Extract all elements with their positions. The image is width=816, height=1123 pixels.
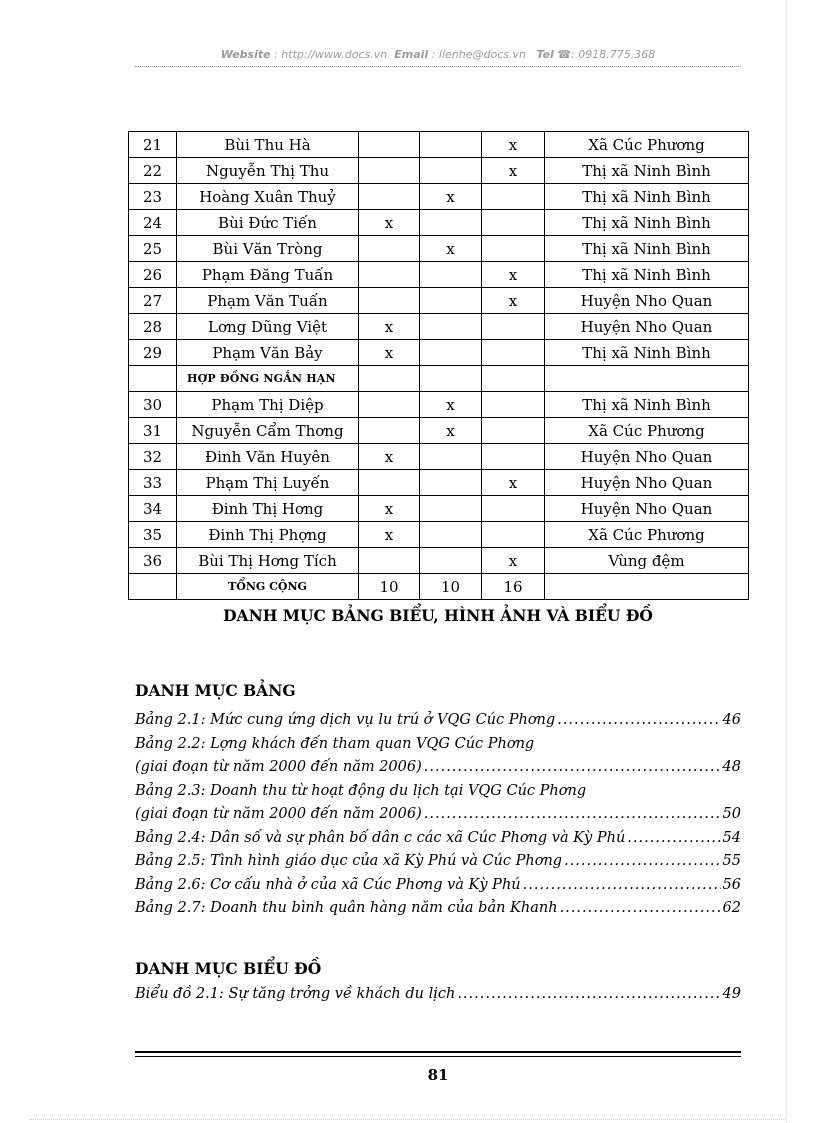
row-number: 24 <box>129 210 177 236</box>
col-a-mark <box>359 184 420 210</box>
tables-section-title: DANH MỤC BẢNG <box>135 681 296 700</box>
row-number: 25 <box>129 236 177 262</box>
toc-entry-caption: Bảng 2.3: Doanh thu từ hoạt động du lịch tại VQG Cúc Phơng <box>135 782 587 799</box>
col-b-mark <box>420 548 482 574</box>
toc-entry[interactable]: (giai đoạn từ năm 2000 đến năm 2006) ..... 48 <box>135 756 741 780</box>
col-c-mark: x <box>482 288 545 314</box>
row-number: 27 <box>129 288 177 314</box>
col-c-mark <box>482 184 545 210</box>
group-row <box>129 366 749 392</box>
col-a-mark <box>359 392 420 418</box>
row-number: 36 <box>129 548 177 574</box>
toc-entry[interactable]: Bảng 2.6: Cơ cấu nhà ở của xã Cúc Phơng và Kỳ Phú ..... 56 <box>135 874 741 898</box>
row-number: 21 <box>129 132 177 158</box>
col-a-mark <box>359 288 420 314</box>
col-c-mark <box>482 210 545 236</box>
page-edge <box>30 1119 786 1120</box>
staff-address: Thị xã Ninh Bình <box>545 392 749 418</box>
toc-entry[interactable]: Bảng 2.4: Dân số và sự phân bố dân c các xã Cúc Phơng và Kỳ Phú ..... 54 <box>135 827 741 851</box>
staff-name: Bùi Đức Tiến <box>177 210 359 236</box>
staff-address: Huyện Nho Quan <box>545 288 749 314</box>
col-a-mark <box>359 470 420 496</box>
col-b-mark: x <box>420 236 482 262</box>
staff-address: Huyện Nho Quan <box>545 444 749 470</box>
col-b-mark <box>420 132 482 158</box>
col-c-mark: x <box>482 158 545 184</box>
tel-label: Tel <box>536 48 554 61</box>
col-c-mark: x <box>482 132 545 158</box>
table-row <box>129 210 749 236</box>
table-row <box>129 158 749 184</box>
row-number: 35 <box>129 522 177 548</box>
footer-divider <box>135 1051 741 1053</box>
col-b-mark: x <box>420 392 482 418</box>
tables-list <box>135 709 741 921</box>
col-a-mark: x <box>359 210 420 236</box>
col-b-mark: x <box>420 418 482 444</box>
staff-table <box>128 131 749 600</box>
row-number: 34 <box>129 496 177 522</box>
row-number: 30 <box>129 392 177 418</box>
col-b-mark <box>420 496 482 522</box>
toc-entry[interactable]: (giai đoạn từ năm 2000 đến năm 2006) ..... 50 <box>135 803 741 827</box>
col-b-mark: x <box>420 184 482 210</box>
staff-name: Bùi Thu Hà <box>177 132 359 158</box>
staff-name: Lơng Dũng Việt <box>177 314 359 340</box>
col-b-mark <box>420 470 482 496</box>
col-b-mark <box>420 522 482 548</box>
toc-entry-caption: Bảng 2.2: Lợng khách đến tham quan VQG Cúc Phơng <box>135 735 535 752</box>
toc-entry[interactable]: Bảng 2.7: Doanh thu bình quân hàng năm của bản Khanh ..... 62 <box>135 897 741 921</box>
total-label: TỔNG CỘNG <box>177 574 359 600</box>
staff-address: Huyện Nho Quan <box>545 496 749 522</box>
col-b-mark <box>420 288 482 314</box>
col-c-mark <box>482 314 545 340</box>
table-row <box>129 496 749 522</box>
col-b-mark <box>420 340 482 366</box>
col-c-mark <box>482 496 545 522</box>
staff-address: Thị xã Ninh Bình <box>545 236 749 262</box>
header-divider <box>135 66 741 67</box>
col-c-mark <box>482 522 545 548</box>
col-a-mark <box>359 236 420 262</box>
email-value: : lienhe@docs.vn <box>431 48 526 61</box>
staff-name: Phạm Đăng Tuấn <box>177 262 359 288</box>
row-number: 22 <box>129 158 177 184</box>
table-row <box>129 236 749 262</box>
page-header <box>135 48 741 61</box>
col-b-mark <box>420 158 482 184</box>
col-b-mark <box>420 262 482 288</box>
table-row <box>129 262 749 288</box>
col-c-mark: x <box>482 262 545 288</box>
toc-entry[interactable]: Biểu đồ 2.1: Sự tăng trởng về khách du lịch ..... 49 <box>135 983 741 1007</box>
website-value: : http://www.docs.vn <box>274 48 388 61</box>
tel-value: ☎: 0918.775.368 <box>557 48 656 61</box>
total-a: 10 <box>359 574 420 600</box>
staff-address: Huyện Nho Quan <box>545 470 749 496</box>
col-a-mark: x <box>359 314 420 340</box>
table-row <box>129 392 749 418</box>
staff-name: Phạm Văn Bảy <box>177 340 359 366</box>
col-a-mark: x <box>359 496 420 522</box>
group-label: HỢP ĐỒNG NGẮN HẠN <box>177 366 359 392</box>
col-a-mark <box>359 418 420 444</box>
row-number: 33 <box>129 470 177 496</box>
staff-address: Xã Cúc Phương <box>545 132 749 158</box>
staff-name: Đinh Thị Hơng <box>177 496 359 522</box>
staff-address: Xã Cúc Phương <box>545 522 749 548</box>
col-b-mark <box>420 314 482 340</box>
staff-name: Phạm Thị Luyến <box>177 470 359 496</box>
table-row <box>129 522 749 548</box>
staff-address: Thị xã Ninh Bình <box>545 158 749 184</box>
col-a-mark <box>359 262 420 288</box>
total-b: 10 <box>420 574 482 600</box>
col-a-mark: x <box>359 340 420 366</box>
col-c-mark <box>482 444 545 470</box>
staff-name: Nguyễn Thị Thu <box>177 158 359 184</box>
table-row <box>129 418 749 444</box>
table-row <box>129 132 749 158</box>
table-row <box>129 444 749 470</box>
charts-section-title: DANH MỤC BIỂU ĐỒ <box>135 959 322 978</box>
staff-address: Huyện Nho Quan <box>545 314 749 340</box>
main-title: DANH MỤC BẢNG BIỂU, HÌNH ẢNH VÀ BIỂU ĐỒ <box>223 606 653 625</box>
col-c-mark <box>482 236 545 262</box>
row-number: 28 <box>129 314 177 340</box>
table-row <box>129 184 749 210</box>
staff-name: Nguyễn Cẩm Thơng <box>177 418 359 444</box>
col-a-mark <box>359 158 420 184</box>
row-number: 26 <box>129 262 177 288</box>
staff-address: Thị xã Ninh Bình <box>545 210 749 236</box>
col-c-mark: x <box>482 548 545 574</box>
total-c: 16 <box>482 574 545 600</box>
footer-divider-thin <box>135 1056 741 1057</box>
staff-name: Phạm Văn Tuấn <box>177 288 359 314</box>
staff-address: Vùng đệm <box>545 548 749 574</box>
row-number: 23 <box>129 184 177 210</box>
staff-name: Bùi Thị Hơng Tích <box>177 548 359 574</box>
col-b-mark <box>420 210 482 236</box>
staff-name: Phạm Thị Diệp <box>177 392 359 418</box>
col-c-mark: x <box>482 470 545 496</box>
staff-address: Thị xã Ninh Bình <box>545 340 749 366</box>
table-row <box>129 288 749 314</box>
staff-address: Thị xã Ninh Bình <box>545 262 749 288</box>
row-number: 31 <box>129 418 177 444</box>
toc-entry[interactable]: Bảng 2.1: Mức cung ứng dịch vụ lu trú ở VQG Cúc Phơng ..... 46 <box>135 709 741 733</box>
row-number: 32 <box>129 444 177 470</box>
staff-name: Đinh Thị Phợng <box>177 522 359 548</box>
page-number: 81 <box>427 1066 449 1084</box>
staff-address: Thị xã Ninh Bình <box>545 184 749 210</box>
page-edge-right <box>786 0 787 1123</box>
col-a-mark <box>359 132 420 158</box>
charts-list <box>135 983 741 1007</box>
row-number: 29 <box>129 340 177 366</box>
website-label: Website <box>220 48 271 61</box>
table-row <box>129 314 749 340</box>
col-a-mark: x <box>359 522 420 548</box>
total-row <box>129 574 749 600</box>
staff-name: Hoàng Xuân Thuỷ <box>177 184 359 210</box>
col-c-mark <box>482 392 545 418</box>
staff-address: Xã Cúc Phương <box>545 418 749 444</box>
staff-name: Đinh Văn Huyên <box>177 444 359 470</box>
col-a-mark <box>359 548 420 574</box>
col-c-mark <box>482 418 545 444</box>
col-c-mark <box>482 340 545 366</box>
table-row <box>129 470 749 496</box>
table-row <box>129 548 749 574</box>
toc-entry[interactable]: Bảng 2.5: Tình hình giáo dục của xã Kỳ Phú và Cúc Phơng ..... 55 <box>135 850 741 874</box>
email-label: Email <box>394 48 429 61</box>
col-a-mark: x <box>359 444 420 470</box>
table-row <box>129 340 749 366</box>
col-b-mark <box>420 444 482 470</box>
staff-name: Bùi Văn Tròng <box>177 236 359 262</box>
